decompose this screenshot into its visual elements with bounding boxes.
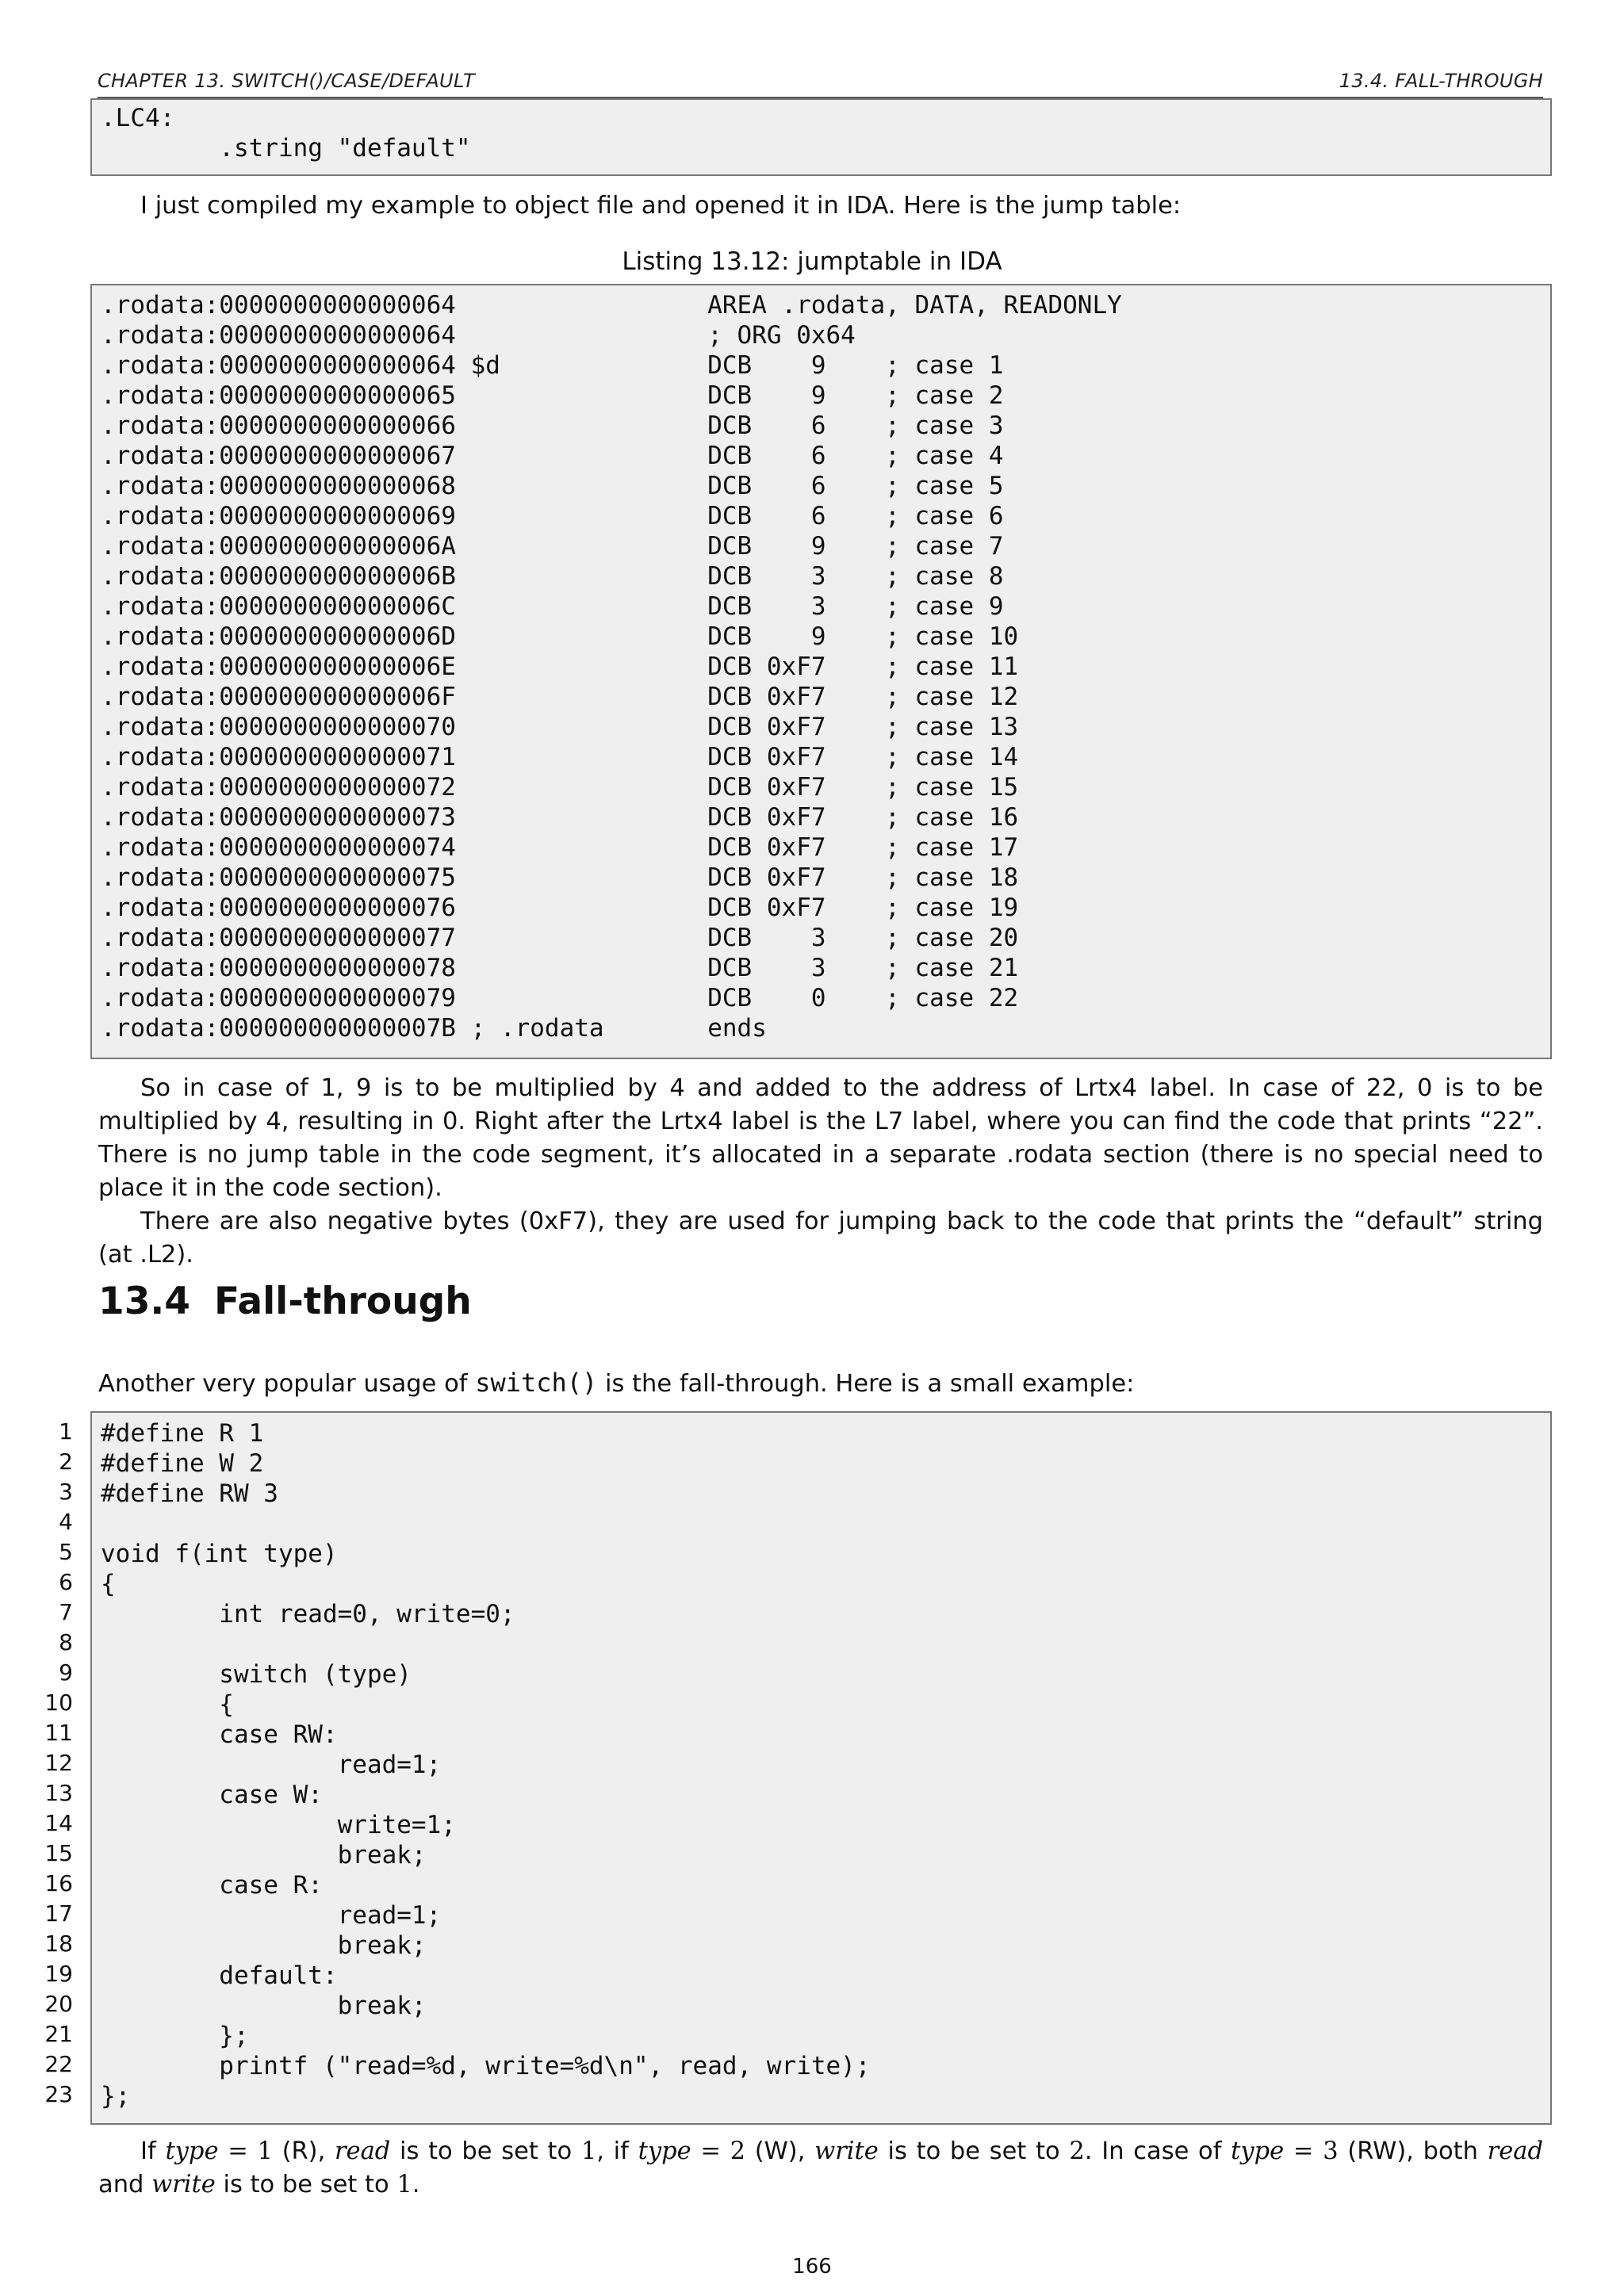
listing-line: .rodata:0000000000000071 DCB 0xF7 ; case 14 bbox=[101, 743, 1019, 771]
fallthrough-intro bbox=[98, 1366, 1543, 1401]
code-line: write=1; bbox=[101, 1811, 456, 1839]
section-running-title: 13.4. FALL-THROUGH bbox=[1339, 70, 1543, 92]
inline-code-switch: switch() bbox=[475, 1368, 598, 1398]
section-title: Fall-through bbox=[214, 1280, 472, 1323]
closing-text: If type = 1 (R), read is to be set to 1, if type = 2 (W), write is to be set to 2. In case of type = 3 (RW), both read and write is to be set to 1. bbox=[98, 2137, 1543, 2198]
code-lines bbox=[101, 103, 1550, 163]
listing-line: .rodata:0000000000000078 DCB 3 ; case 21 bbox=[101, 954, 1019, 982]
listing-line: .rodata:0000000000000066 DCB 6 ; case 3 bbox=[101, 411, 1004, 440]
code-line: switch (type) bbox=[101, 1660, 412, 1689]
intro-text: I just compiled my example to object file and opened it in IDA. Here is the jump table: bbox=[140, 192, 1182, 220]
listing-line: .rodata:0000000000000073 DCB 0xF7 ; case 16 bbox=[101, 803, 1019, 832]
line-number: 9 bbox=[59, 1659, 73, 1686]
listing-line: .rodata:0000000000000076 DCB 0xF7 ; case 19 bbox=[101, 894, 1019, 922]
listing-line: .rodata:000000000000006A DCB 9 ; case 7 bbox=[101, 532, 1004, 561]
code-line: #define RW 3 bbox=[101, 1479, 278, 1508]
running-header bbox=[98, 68, 1543, 98]
line-number: 18 bbox=[44, 1931, 73, 1957]
line-number: 6 bbox=[59, 1569, 73, 1595]
line-number: 12 bbox=[44, 1750, 73, 1776]
code-line: int read=0, write=0; bbox=[101, 1600, 515, 1628]
code-line: case RW: bbox=[101, 1720, 338, 1749]
listing-line: .rodata:0000000000000067 DCB 6 ; case 4 bbox=[101, 442, 1004, 470]
line-number: 7 bbox=[59, 1599, 73, 1625]
line-number: 21 bbox=[44, 2021, 73, 2047]
line-number: 16 bbox=[44, 1870, 73, 1896]
line-number: 20 bbox=[44, 1991, 73, 2017]
listing-line: .rodata:0000000000000069 DCB 6 ; case 6 bbox=[101, 502, 1004, 530]
line-number: 14 bbox=[44, 1810, 73, 1836]
code-line: break; bbox=[101, 1931, 427, 1960]
line-number: 4 bbox=[59, 1509, 73, 1535]
line-number: 22 bbox=[44, 2051, 73, 2077]
code-line: #define R 1 bbox=[101, 1419, 264, 1448]
code-line: default: bbox=[101, 1961, 338, 1990]
listing-line: .rodata:0000000000000079 DCB 0 ; case 22 bbox=[101, 984, 1019, 1012]
code-line: break; bbox=[101, 1841, 427, 1869]
listing-line: .rodata:0000000000000068 DCB 6 ; case 5 bbox=[101, 472, 1004, 500]
code-block-lc4 bbox=[90, 98, 1552, 176]
listing-line: .rodata:000000000000006E DCB 0xF7 ; case 11 bbox=[101, 652, 1019, 681]
listing-line: .rodata:0000000000000075 DCB 0xF7 ; case 18 bbox=[101, 863, 1019, 892]
line-number: 15 bbox=[44, 1840, 73, 1866]
listing-line: .rodata:0000000000000064 ; ORG 0x64 bbox=[101, 321, 856, 350]
code-line: .string "default" bbox=[101, 134, 471, 163]
line-number: 13 bbox=[44, 1780, 73, 1806]
intro-paragraph bbox=[98, 189, 1543, 223]
code-line: .LC4: bbox=[101, 104, 175, 132]
code-line: read=1; bbox=[101, 1901, 442, 1930]
listing-jumptable bbox=[90, 284, 1552, 1059]
code-line: void f(int type) bbox=[101, 1540, 338, 1568]
line-number: 1 bbox=[59, 1418, 73, 1445]
line-number: 23 bbox=[44, 2081, 73, 2107]
code-line: read=1; bbox=[101, 1751, 442, 1779]
explanation bbox=[98, 1072, 1543, 1272]
listing-line: .rodata:0000000000000077 DCB 3 ; case 20 bbox=[101, 924, 1019, 952]
fallthrough-intro-text bbox=[98, 1366, 1543, 1401]
listing-line: .rodata:0000000000000064 AREA .rodata, DATA, READONLY bbox=[101, 291, 1122, 320]
line-number: 2 bbox=[59, 1448, 73, 1475]
closing-paragraph bbox=[98, 2135, 1543, 2202]
listing-line: .rodata:000000000000006C DCB 3 ; case 9 bbox=[101, 592, 1004, 621]
code-line bbox=[101, 1629, 1550, 1659]
listing-line: .rodata:000000000000007B ; .rodata ends bbox=[101, 1014, 767, 1043]
listing-line: .rodata:0000000000000065 DCB 9 ; case 2 bbox=[101, 381, 1004, 410]
line-number: 10 bbox=[44, 1689, 73, 1716]
example-lines bbox=[101, 1418, 1550, 2111]
line-number: 5 bbox=[59, 1539, 73, 1565]
listing-line: .rodata:0000000000000070 DCB 0xF7 ; case 13 bbox=[101, 713, 1019, 741]
listing-line: .rodata:000000000000006B DCB 3 ; case 8 bbox=[101, 562, 1004, 591]
code-line: #define W 2 bbox=[101, 1449, 264, 1478]
code-line: }; bbox=[101, 2082, 131, 2110]
explanation-paragraph-1: So in case of 1, 9 is to be multiplied by 4 and added to the address of Lrtx4 label. In case of 22, 0 is to be multiplied by 4, resulting in 0. Right after the Lrtx4 label is the L7 label, where you can find the code that prints “22”. There is no jump table in the code segment, it’s allocated in a separate .rodata section (there is no special need to place it in the code section). bbox=[98, 1074, 1543, 1202]
listing-line: .rodata:000000000000006F DCB 0xF7 ; case 12 bbox=[101, 683, 1019, 711]
code-line: break; bbox=[101, 1992, 427, 2020]
chapter-title: CHAPTER 13. SWITCH()/CASE/DEFAULT bbox=[98, 70, 475, 92]
code-line: case R: bbox=[101, 1871, 323, 1900]
listing-lines bbox=[101, 290, 1550, 1043]
code-line: case W: bbox=[101, 1781, 323, 1809]
explanation-paragraph-2: There are also negative bytes (0xF7), they are used for jumping back to the code that prints the “default” string (at .L2). bbox=[98, 1207, 1543, 1269]
code-line bbox=[101, 1509, 1550, 1539]
intro-after: is the fall-through. Here is a small example: bbox=[597, 1370, 1135, 1398]
listing-caption: Listing 13.12: jumptable in IDA bbox=[622, 247, 1002, 276]
code-line: }; bbox=[101, 2022, 249, 2050]
line-number: 3 bbox=[59, 1479, 73, 1505]
listing-line: .rodata:0000000000000064 $d DCB 9 ; case 1 bbox=[101, 351, 1004, 380]
code-line: { bbox=[101, 1570, 116, 1598]
code-line: printf ("read=%d, write=%d\n", read, write); bbox=[101, 2052, 871, 2080]
listing-line: .rodata:0000000000000074 DCB 0xF7 ; case 17 bbox=[101, 833, 1019, 862]
section-number: 13.4 bbox=[98, 1280, 190, 1323]
line-number: 17 bbox=[44, 1900, 73, 1927]
section-heading bbox=[98, 1278, 472, 1326]
code-example-fallthrough bbox=[90, 1411, 1552, 2125]
page-number: 166 bbox=[792, 2255, 832, 2279]
code-line: { bbox=[101, 1690, 234, 1719]
line-number: 8 bbox=[59, 1629, 73, 1655]
listing-line: .rodata:0000000000000072 DCB 0xF7 ; case 15 bbox=[101, 773, 1019, 802]
listing-line: .rodata:000000000000006D DCB 9 ; case 10 bbox=[101, 622, 1019, 651]
line-numbers bbox=[32, 1417, 73, 2110]
line-number: 19 bbox=[44, 1961, 73, 1987]
intro-before: Another very popular usage of bbox=[98, 1370, 476, 1398]
line-number: 11 bbox=[44, 1720, 73, 1746]
